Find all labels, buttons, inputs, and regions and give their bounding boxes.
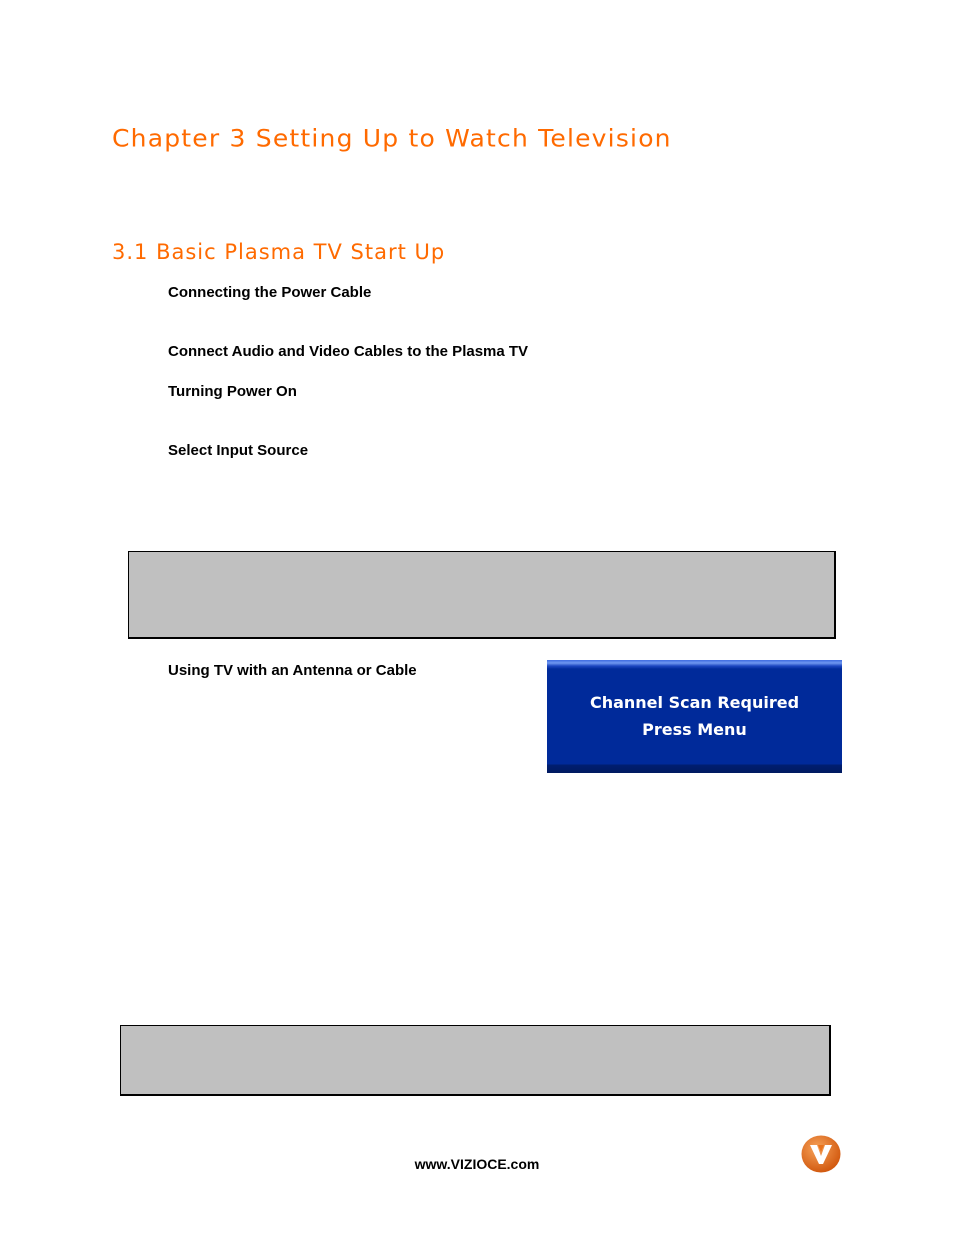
note-box-2 — [120, 1025, 831, 1096]
vizio-logo-icon — [801, 1135, 841, 1173]
subheading-audio-video: Connect Audio and Video Cables to the Plasma TV — [168, 343, 529, 360]
footer-url: www.VIZIOCE.com — [414, 1156, 540, 1172]
section-title: 3.1 Basic Plasma TV Start Up — [112, 240, 446, 264]
subheading-antenna-cable: Using TV with an Antenna or Cable — [168, 662, 417, 679]
subheading-power-on: Turning Power On — [168, 383, 297, 400]
subheading-input-source: Select Input Source — [168, 442, 309, 459]
channel-scan-osd — [547, 660, 842, 773]
osd-line-1: Channel Scan Required — [589, 693, 800, 712]
note-box — [128, 551, 836, 639]
osd-line-2: Press Menu — [642, 720, 747, 739]
subheading-power-cable: Connecting the Power Cable — [168, 284, 372, 301]
chapter-title: Chapter 3 Setting Up to Watch Television — [112, 124, 672, 153]
